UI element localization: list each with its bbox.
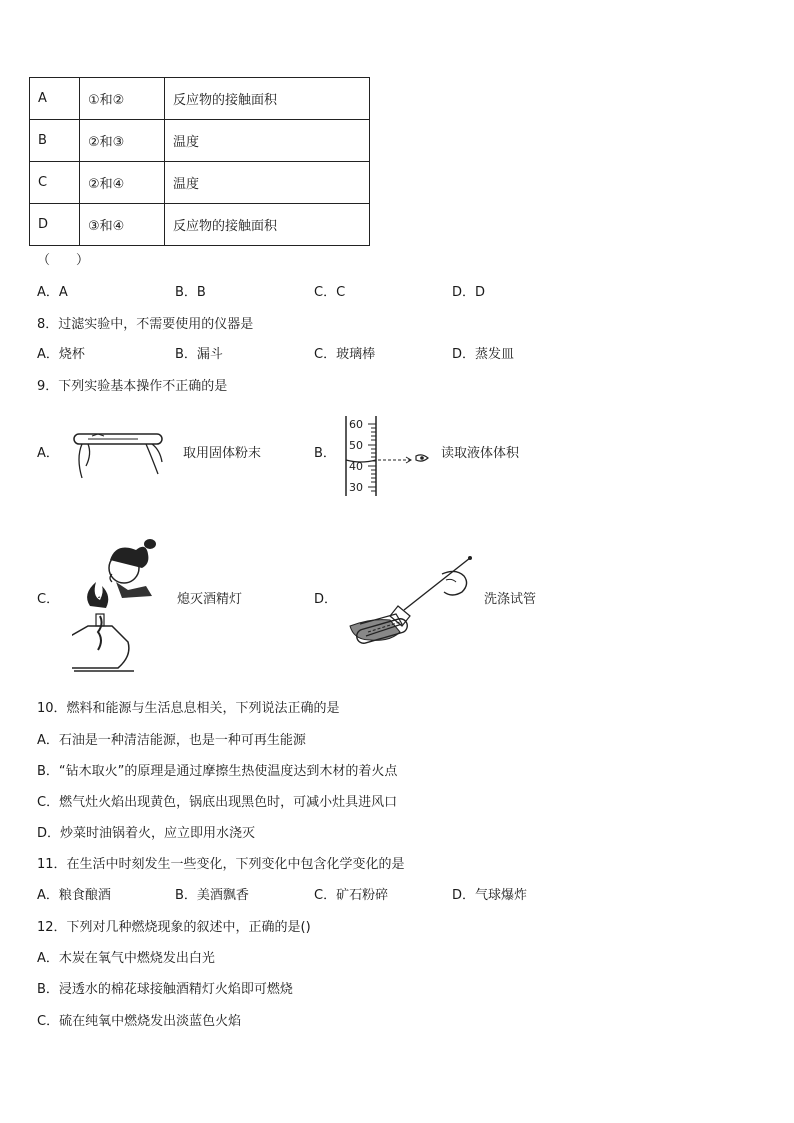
q12-option-b[interactable]: B．浸透水的棉花球接触酒精灯火焰即可燃烧 — [37, 982, 293, 997]
q10-option-a[interactable]: A．石油是一种清洁能源，也是一种可再生能源 — [37, 733, 306, 748]
q10-option-d[interactable]: D．炒菜时油锅着火，应立即用水浇灭 — [37, 826, 256, 841]
q9-option-c-caption: 熄灭酒精灯 — [177, 592, 243, 607]
graduated-cylinder-illustration — [338, 412, 438, 498]
q12-option-a[interactable]: A．木炭在氧气中燃烧发出白光 — [37, 951, 215, 966]
table-cell-pair: ①和② — [80, 78, 165, 120]
cylinder-tick-label: 60 — [349, 418, 363, 431]
factor-table — [29, 77, 370, 246]
table-cell-letter: C — [30, 162, 80, 204]
q9-option-d-caption: 洗涤试管 — [484, 592, 537, 607]
q11-option-b[interactable]: B．美酒飘香 — [175, 888, 249, 903]
table-cell-pair: ②和④ — [80, 162, 165, 204]
cylinder-tick-label: 30 — [349, 481, 363, 494]
q12-option-c[interactable]: C．硫在纯氧中燃烧发出淡蓝色火焰 — [37, 1014, 242, 1029]
table-cell-letter: A — [30, 78, 80, 120]
q7-option-c[interactable]: C．C — [314, 285, 346, 300]
washing-test-tube-illustration — [344, 554, 476, 660]
table-cell-letter: D — [30, 204, 80, 246]
table-row — [30, 204, 370, 246]
q9-option-a-letter[interactable]: A． — [37, 446, 59, 461]
q8-option-c[interactable]: C．玻璃棒 — [314, 347, 376, 362]
q8-option-a[interactable]: A．烧杯 — [37, 347, 85, 362]
q9-stem: 9．下列实验基本操作不正确的是 — [37, 379, 228, 394]
cylinder-tick-label: 40 — [349, 460, 363, 473]
q9-option-d-letter[interactable]: D． — [314, 592, 338, 607]
q9-option-b-caption: 读取液体体积 — [441, 446, 520, 461]
table-cell-factor: 反应物的接触面积 — [165, 78, 370, 120]
table-row — [30, 162, 370, 204]
q10-option-c[interactable]: C．燃气灶火焰出现黄色，锅底出现黑色时，可减小灶具进风口 — [37, 795, 398, 810]
table-cell-factor: 反应物的接触面积 — [165, 204, 370, 246]
test-tube-powder-illustration — [68, 418, 168, 482]
q11-option-a[interactable]: A．粮食酿酒 — [37, 888, 111, 903]
table-cell-pair: ③和④ — [80, 204, 165, 246]
q9-option-c-letter[interactable]: C． — [37, 592, 60, 607]
q8-option-d[interactable]: D．蒸发皿 — [452, 347, 515, 362]
cylinder-tick-label: 50 — [349, 439, 363, 452]
answer-paren: （ ） — [37, 253, 90, 268]
q11-option-c[interactable]: C．矿石粉碎 — [314, 888, 389, 903]
table-row — [30, 78, 370, 120]
q7-option-a[interactable]: A．A — [37, 285, 68, 300]
table-cell-factor: 温度 — [165, 120, 370, 162]
table-cell-pair: ②和③ — [80, 120, 165, 162]
q8-option-b[interactable]: B．漏斗 — [175, 347, 223, 362]
q7-option-d[interactable]: D．D — [452, 285, 486, 300]
table-cell-factor: 温度 — [165, 162, 370, 204]
alcohol-lamp-blowing-illustration — [72, 538, 172, 678]
q7-option-b[interactable]: B．B — [175, 285, 206, 300]
table-cell-letter: B — [30, 120, 80, 162]
q11-option-d[interactable]: D．气球爆炸 — [452, 888, 528, 903]
q11-stem: 11．在生活中时刻发生一些变化，下列变化中包含化学变化的是 — [37, 857, 405, 872]
q9-option-b-letter[interactable]: B． — [314, 446, 336, 461]
q9-option-a-caption: 取用固体粉末 — [183, 446, 262, 461]
q10-option-b[interactable]: B．“钻木取火”的原理是通过摩擦生热使温度达到木材的着火点 — [37, 764, 398, 779]
table-row — [30, 120, 370, 162]
q8-stem: 8．过滤实验中，不需要使用的仪器是 — [37, 317, 254, 332]
q10-stem: 10．燃料和能源与生活息息相关，下列说法正确的是 — [37, 701, 340, 716]
q12-stem: 12．下列对几种燃烧现象的叙述中，正确的是() — [37, 920, 311, 935]
